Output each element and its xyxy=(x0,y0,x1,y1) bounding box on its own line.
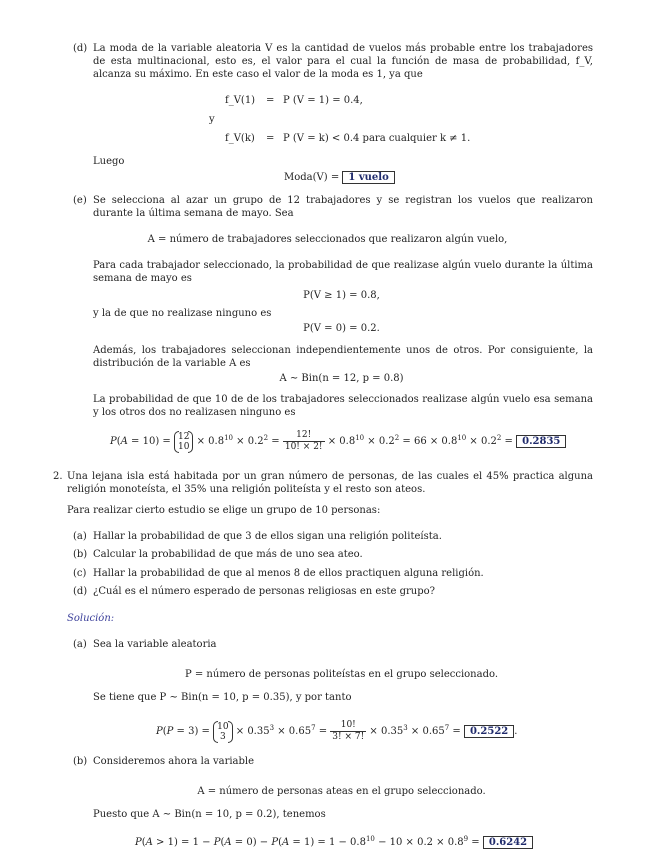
sol-b-text: Consideremos ahora la variable xyxy=(93,756,255,767)
q2-item-label-b: (b) xyxy=(73,549,88,560)
equation-pv-0: P(V = 0) = 0.2. xyxy=(303,323,380,334)
equation-PP3: P(P = 3) = 10 $3 \times 0.35^3 \times 0.65^7$ = $\frac{10!}{3! \times 7!}$ × $0.35^3 \times 0.65^7 = 0.2522$ . xyxy=(156,720,518,742)
sol-label-a: (a) xyxy=(73,639,87,650)
paragraph-d-moda: La moda de la variable aleatoria V es la cantidad de vuelos más probable entre los trabajadores de esta multinacional, esto es, el valor para el cual la función de masa de probabilidad, f_V, alcanza su máximo. En este caso el valor de la moda es 1, ya que xyxy=(93,43,593,80)
moda-result-box: 1 vuelo xyxy=(342,171,394,184)
definition-A: A = número de trabajadores seleccionados que realizaron algún vuelo, xyxy=(147,234,508,245)
equation-PA-gt-1: $P(A > 1) = 1 - P(A = 0) - P(A = 1) = 1 - 0.8^{10} - 10 \times 0.2 \times 0.8^9 = 0.6242$ xyxy=(135,836,533,849)
sol-a-bin: Se tiene que P ∼ Bin(n = 10, p = 0.35), y por tanto xyxy=(93,692,352,703)
definition-P: P = número de personas politeístas en el grupo seleccionado. xyxy=(184,669,499,680)
solucion-heading: Solución: xyxy=(67,613,115,624)
eq-sign-1: = xyxy=(266,95,275,106)
paragraph-e-indep: Además, los trabajadores seleccionan independientemente unos de otros. Por consiguiente, la distribución de la variable A es xyxy=(93,345,593,369)
q2-item-label-c: (c) xyxy=(73,568,87,579)
PA-gt-1-result-box: 0.6242 xyxy=(483,836,533,849)
sol-label-b: (b) xyxy=(73,756,88,767)
q2-item-c: Hallar la probabilidad de que al menos 8 de ellos practiquen alguna religión. xyxy=(93,568,484,579)
paragraph-q2-grupo: Para realizar cierto estudio se elige un grupo de 10 personas: xyxy=(67,505,381,516)
equation-PA10: P(A = 10) = 12 $10 \times 0.8^{10} \times 0.2^2$ = $\frac{12!}{10! \times 2!}$ × $0.8^{10} \times 0.2^2 = 66 \times 0.8^{10} \times 0.2^2 = 0.2835$ xyxy=(110,430,566,453)
item-label-d: (d) xyxy=(73,43,88,54)
equation-fvk-lhs: f_V(k) xyxy=(225,133,255,144)
q2-item-d: ¿Cuál es el número esperado de personas religiosas en este grupo? xyxy=(93,586,435,597)
equation-fvk-rhs: P (V = k) < 0.4 para cualquier k ≠ 1. xyxy=(283,133,471,144)
eq-sign-2: = xyxy=(266,133,275,144)
item-label-e: (e) xyxy=(73,195,87,206)
definition-A-ateas: A = número de personas ateas en el grupo seleccionado. xyxy=(197,786,486,797)
paragraph-e-intro: Se selecciona al azar un grupo de 12 trabajadores y se registran los vuelos que realizaron durante la última semana de mayo. Sea xyxy=(93,195,593,219)
q2-item-label-a: (a) xyxy=(73,531,87,542)
paragraph-e-result: La probabilidad de que 10 de de los trabajadores seleccionados realizase algún vuelo esa semana y los otros dos no realizasen ninguno es xyxy=(93,394,593,418)
paragraph-q2-intro: Una lejana isla está habitada por un gran número de personas, de las cuales el 45% practica alguna religión monoteísta, el 35% una religión politeísta y el resto son ateos. xyxy=(67,471,593,495)
q2-item-label-d: (d) xyxy=(73,586,88,597)
question-label-2: 2. xyxy=(53,471,63,482)
moda-equation xyxy=(284,171,395,184)
PA10-result-box: 0.2835 xyxy=(516,435,566,448)
equation-fv1-rhs: P (V = 1) = 0.4, xyxy=(283,95,363,106)
equation-fv1-lhs: f_V(1) xyxy=(225,95,256,106)
q2-item-a: Hallar la probabilidad de que 3 de ellos sigan una religión politeísta. xyxy=(93,531,442,542)
sol-a-text: Sea la variable aleatoria xyxy=(93,639,217,650)
paragraph-e-prob: Para cada trabajador seleccionado, la probabilidad de que realizase algún vuelo durante la última semana de mayo es xyxy=(93,260,593,284)
equation-pv-ge-1: P(V ≥ 1) = 0.8, xyxy=(303,290,380,301)
equation-A-bin: A ∼ Bin(n = 12, p = 0.8) xyxy=(279,373,404,384)
luego-text: Luego xyxy=(93,156,125,167)
sol-b-bin: Puesto que A ∼ Bin(n = 10, p = 0.2), tenemos xyxy=(93,809,326,820)
paragraph-e-ninguno: y la de que no realizase ninguno es xyxy=(93,308,272,319)
PP3-result-box: 0.2522 xyxy=(464,725,514,738)
q2-item-b: Calcular la probabilidad de que más de uno sea ateo. xyxy=(93,549,363,560)
connector-y: y xyxy=(209,114,215,125)
moda-lhs: Moda(V) = xyxy=(284,172,340,183)
